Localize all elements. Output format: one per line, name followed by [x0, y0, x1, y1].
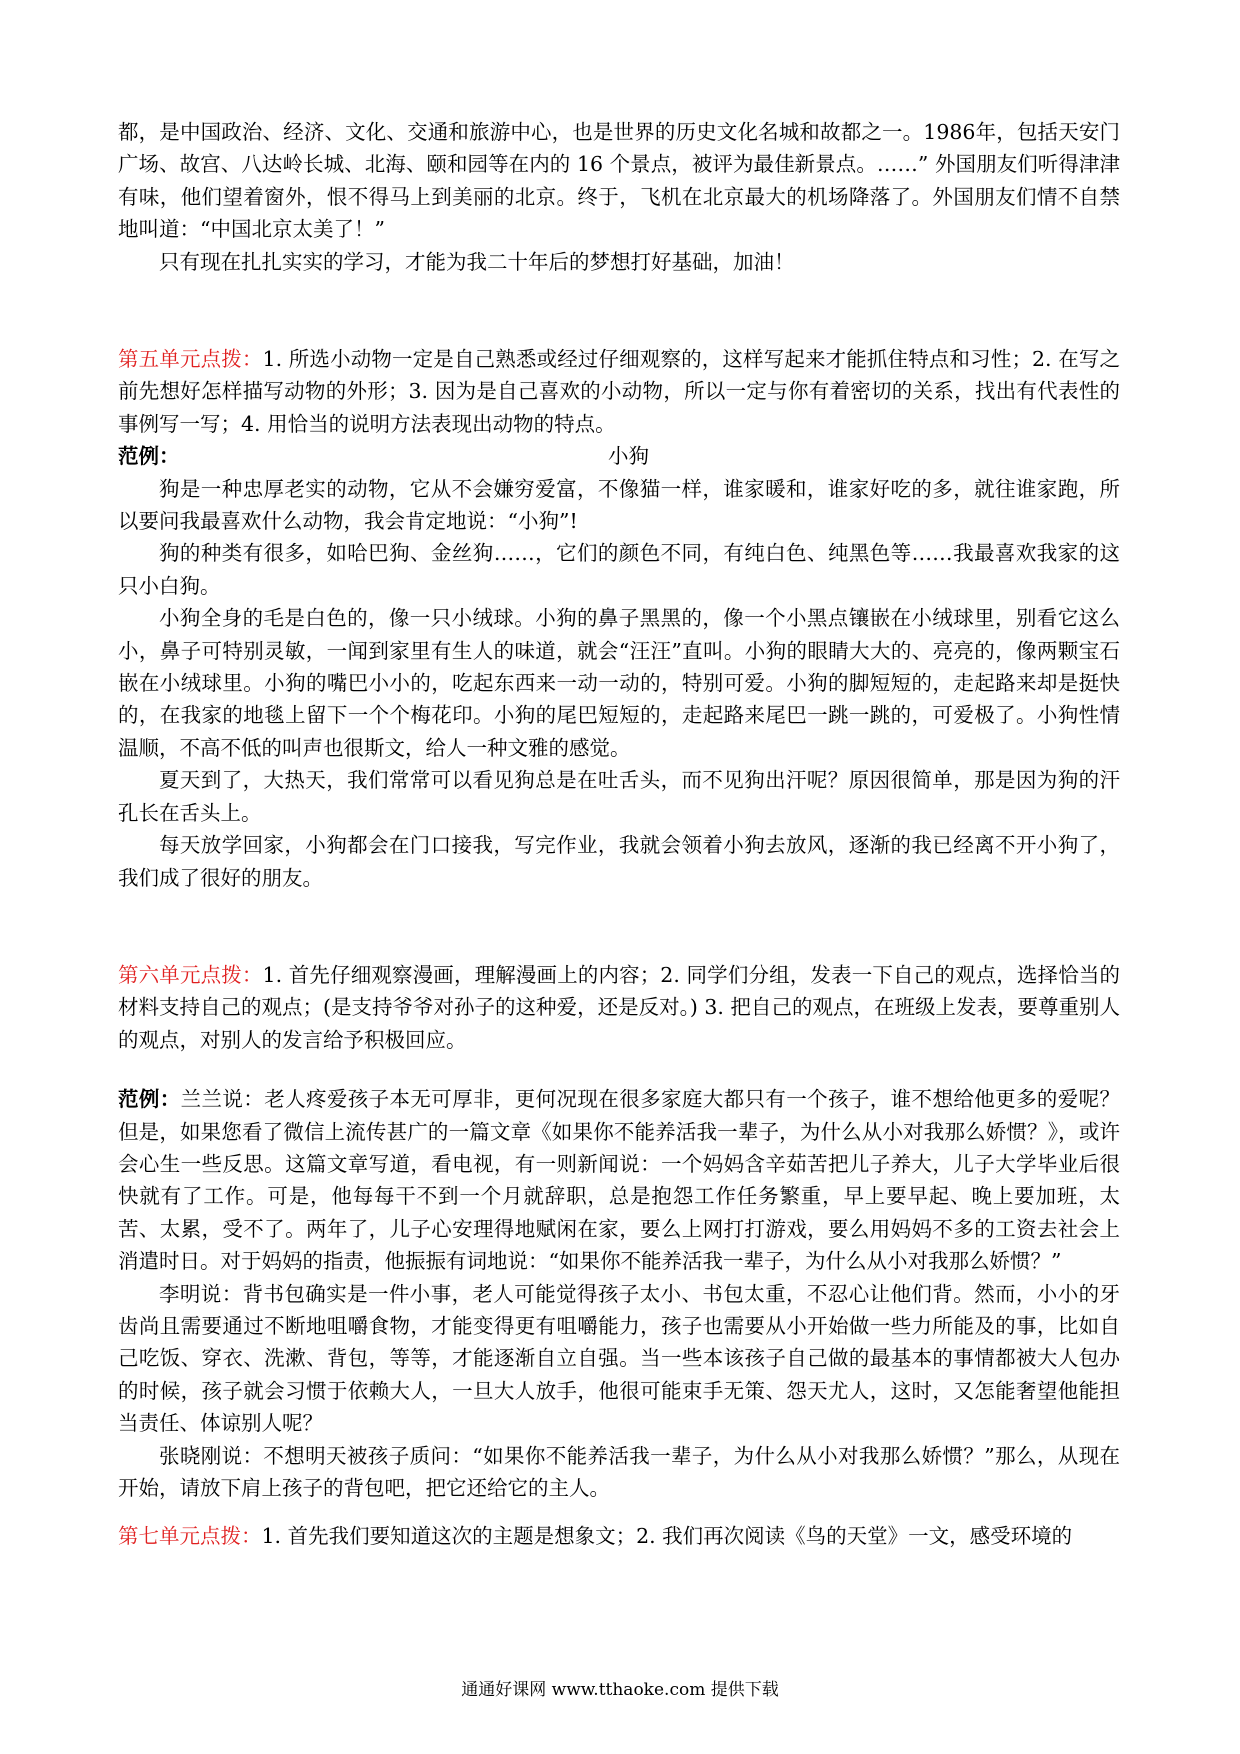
unit7-section [118, 1520, 1120, 1552]
unit5-heading: 第五单元点拨： [118, 347, 263, 372]
page-footer: 通通好课网 www.tthaoke.com 提供下载 [461, 1680, 779, 1700]
unit5-example-row [118, 440, 1120, 472]
unit6-example-paragraph: 张晓刚说：不想明天被孩子质问：“如果你不能养活我一辈子，为什么从小对我那么娇惯？”那么，从现在开始，请放下肩上孩子的背包吧，把它还给它的主人。 [118, 1443, 1120, 1501]
unit5-example-paragraph: 狗是一种忠厚老实的动物，它从不会嫌穷爱富，不像猫一样，谁家暖和，谁家好吃的多，就往谁家跑，所以要问我最喜欢什么动物，我会肯定地说：“小狗”! [118, 476, 1120, 534]
unit5-example-paragraph: 小狗全身的毛是白色的，像一只小绒球。小狗的鼻子黑黑的，像一个小黑点镶嵌在小绒球里，别看它这么小，鼻子可特别灵敏，一闻到家里有生人的味道，就会“汪汪”直叫。小狗的眼睛大大的、亮亮的，像两颗宝石嵌在小绒球里。小狗的嘴巴小小的，吃起东西来一动一动的，特别可爱。小狗的脚短短的，走起路来却是挺快的，在我家的地毯上留下一个个梅花印。小狗的尾巴短短的，走起路来尾巴一跳一跳的，可爱极了。小狗性情温顺，不高不低的叫声也很斯文，给人一种文雅的感觉。 [118, 606, 1120, 760]
unit6-example-label: 范例： [118, 1087, 181, 1112]
intro-closing-paragraph: 只有现在扎扎实实的学习，才能为我二十年后的梦想打好基础，加油！ [159, 249, 795, 274]
unit7-tips: 1. 首先我们要知道这次的主题是想象文；2. 我们再次阅读《鸟的天堂》一文，感受环境的 [261, 1524, 1073, 1549]
unit5-tips: 1. 所选小动物一定是自己熟悉或经过仔细观察的，这样写起来才能抓住特点和习性；2. 在写之前先想好怎样描写动物的外形；3. 因为是自己喜欢的小动物，所以一定与你有着密切的关系，找出有代表性的事例写一写；4. 用恰当的说明方法表现出动物的特点。 [118, 347, 1120, 436]
unit5-example-paragraph: 狗的种类有很多，如哈巴狗、金丝狗……，它们的颜色不同，有纯白色、纯黑色等……我最喜欢我家的这只小白狗。 [118, 541, 1120, 598]
unit6-example-paragraph: 李明说：背书包确实是一件小事，老人可能觉得孩子太小、书包太重，不忍心让他们背。然而，小小的牙齿尚且需要通过不断地咀嚼食物，才能变得更有咀嚼能力，孩子也需要从小开始做一些力所能及的事，比如自己吃饭、穿衣、洗漱、背包，等等，才能逐渐自立自强。当一些本该孩子自己做的最基本的事情都被大人包办的时候，孩子就会习惯于依赖大人，一旦大人放手，他很可能束手无策、怨天尤人，这时，又怎能奢望他能担当责任、体谅别人呢？ [118, 1281, 1120, 1436]
unit5-example-title: 小狗 [608, 444, 649, 469]
unit5-example-label: 范例： [118, 444, 180, 469]
unit5-example-paragraph: 每天放学回家，小狗都会在门口接我，写完作业，我就会领着小狗去放风，逐渐的我已经离不开小狗了，我们成了很好的朋友。 [118, 833, 1120, 890]
unit7-heading: 第七单元点拨： [118, 1524, 262, 1549]
unit5-example-paragraph: 夏天到了，大热天，我们常常可以看见狗总是在吐舌头，而不见狗出汗呢？原因很简单，那是因为狗的汗孔长在舌头上。 [118, 768, 1120, 825]
unit6-example-first-paragraph [118, 1083, 1120, 1277]
unit6-tips: 1. 首先仔细观察漫画，理解漫画上的内容；2. 同学们分组，发表一下自己的观点，选择恰当的材料支持自己的观点；(是支持爷爷对孙子的这种爱，还是反对。) 3. 把自己的观点，在班级上发表，要尊重别人的观点，对别人的发言给予积极回应。 [118, 962, 1120, 1052]
unit6-heading: 第六单元点拨： [118, 962, 263, 987]
unit7-tips-paragraph [118, 1520, 1120, 1552]
intro-paragraph: 都，是中国政治、经济、文化、交通和旅游中心，也是世界的历史文化名城和故都之一。1986年，包括天安门广场、故宫、八达岭长城、北海、颐和园等在内的 16 个景点，被评为最佳新景点。……” 外国朋友们听得津津有味，他们望着窗外，恨不得马上到美丽的北京。终于，飞机在北京最大的机场降落了。外国朋友们情不自禁地叫道：“中国北京太美了！” [118, 120, 1120, 242]
unit5-tips-paragraph [118, 343, 1120, 440]
unit5-section [118, 343, 1120, 894]
document-body [118, 116, 1120, 1553]
unit6-example-first-text: 兰兰说：老人疼爱孩子本无可厚非，更何况现在很多家庭大都只有一个孩子，谁不想给他更多的爱呢？但是，如果您看了微信上流传甚广的一篇文章《如果你不能养活我一辈子，为什么从小对我那么娇惯？》，或许会心生一些反思。这篇文章写道，看电视，有一则新闻说：一个妈妈含辛茹苦把儿子养大，儿子大学毕业后很快就有了工作。可是，他每每干不到一个月就辞职，总是抱怨工作任务繁重，早上要早起、晚上要加班，太苦、太累，受不了。两年了，儿子心安理得地赋闲在家，要么上网打打游戏，要么用妈妈不多的工资去社会上消遣时日。对于妈妈的指责，他振振有词地说：“如果你不能养活我一辈子，为什么从小对我那么娇惯？” [118, 1087, 1121, 1274]
unit6-section [118, 959, 1120, 1505]
unit6-tips-paragraph [118, 959, 1120, 1056]
